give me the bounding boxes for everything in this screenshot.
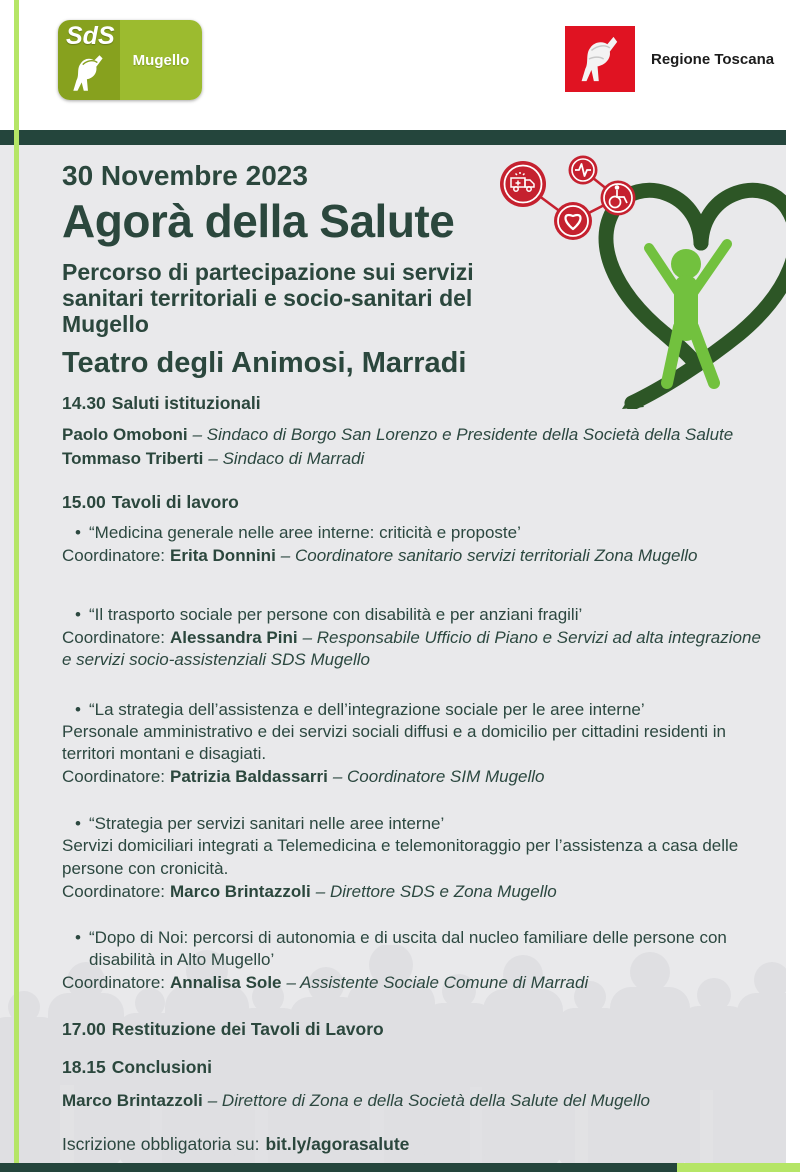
worktable-item <box>62 927 762 994</box>
session-title: Saluti istituzionali <box>111 393 261 414</box>
speaker-line <box>62 447 746 471</box>
worktable-title: “La strategia dell’assistenza e dell’integrazione sociale per le aree interne’ <box>89 699 645 719</box>
worktable-description: Servizi domiciliari integrati a Telemedicina e telemonitoraggio per l’assistenza a casa delle persone con cronicità. <box>62 836 739 878</box>
poster-text-flow <box>0 160 786 1155</box>
sds-pegasus-icon <box>66 50 112 96</box>
coordinator-name: Erita Donnini <box>170 545 276 565</box>
coordinator-role: – Responsabile Ufficio di Piano e Servizi ad alta integrazione e servizi socio-assistenziali SDS Mugello <box>62 627 761 669</box>
sds-logo-region-label: Mugello <box>120 20 202 100</box>
sds-logo-left-panel <box>58 20 120 100</box>
coordinator-name: Patrizia Baldassarri <box>170 767 328 787</box>
worktable-coordinator <box>62 545 762 567</box>
closing-speaker <box>62 1091 746 1111</box>
speaker-line <box>62 423 746 447</box>
session-opening <box>62 393 746 414</box>
coordinator-label: Coordinatore: <box>62 627 166 647</box>
event-subtitle: Percorso di partecipazione sui servizi sanitari territoriali e socio-sanitari del Mugello <box>62 259 474 337</box>
regione-toscana-logo <box>565 26 774 92</box>
event-venue: Teatro degli Animosi, Marradi <box>62 347 467 380</box>
bullet-icon: • <box>75 927 81 947</box>
coordinator-role: – Assistente Sociale Comune di Marradi <box>286 972 589 992</box>
registration-label: Iscrizione obbligatoria su: <box>62 1134 260 1154</box>
coordinator-label: Coordinatore: <box>62 972 166 992</box>
session-title: Tavoli di lavoro <box>111 491 239 512</box>
session-time: 14.30 <box>62 393 106 414</box>
coordinator-label: Coordinatore: <box>62 767 166 787</box>
worktable-item <box>62 522 762 567</box>
coordinator-label: Coordinatore: <box>62 545 166 565</box>
sds-mugello-logo <box>58 20 202 100</box>
speaker-role: – Sindaco di Borgo San Lorenzo e Presidente della Società della Salute <box>192 425 734 445</box>
coordinator-role: – Direttore SDS e Zona Mugello <box>315 881 557 901</box>
registration-note <box>62 1134 746 1155</box>
bullet-icon: • <box>75 814 81 834</box>
opening-speakers <box>62 423 746 471</box>
worktable-title: “Medicina generale nelle aree interne: criticità e proposte’ <box>89 522 521 542</box>
worktable-title: “Strategia per servizi sanitari nelle aree interne’ <box>89 814 445 834</box>
bullet-icon: • <box>75 522 81 542</box>
worktable-coordinator <box>62 627 762 671</box>
bottom-bar-dark-segment <box>0 1163 677 1172</box>
logo-header <box>0 0 800 130</box>
session-time: 18.15 <box>62 1057 106 1077</box>
sds-logo-text: SdS <box>66 22 115 50</box>
event-title: Agorà della Salute <box>62 195 455 247</box>
worktable-coordinator <box>62 881 762 903</box>
coordinator-name: Alessandra Pini <box>170 627 298 647</box>
speaker-name: Paolo Omoboni <box>62 425 188 445</box>
session-title: Conclusioni <box>111 1057 212 1077</box>
top-divider-bar <box>0 130 786 145</box>
bullet-icon: • <box>75 604 81 624</box>
speaker-role: – Direttore di Zona e della Società della Salute del Mugello <box>207 1091 651 1110</box>
worktable-title: “Dopo di Noi: percorsi di autonomia e di uscita dal nucleo familiare delle persone con disabilità in Alto Mugello’ <box>89 927 727 969</box>
worktable-coordinator <box>62 766 762 788</box>
coordinator-role: – Coordinatore sanitario servizi territoriali Zona Mugello <box>280 545 698 565</box>
worktable-item <box>62 699 762 788</box>
session-restitution <box>62 1019 746 1040</box>
speaker-name: Tommaso Triberti <box>62 449 204 469</box>
poster-body <box>0 145 786 1163</box>
toscana-pegasus-icon <box>565 26 635 92</box>
session-title: Restituzione dei Tavoli di Lavoro <box>111 1019 384 1039</box>
bottom-bar-lime-segment <box>677 1163 800 1172</box>
session-worktables <box>62 492 746 513</box>
coordinator-role: – Coordinatore SIM Mugello <box>332 767 545 787</box>
toscana-label: Regione Toscana <box>651 50 775 68</box>
registration-link: bit.ly/agorasalute <box>265 1134 410 1154</box>
worktables-list <box>62 522 762 995</box>
session-conclusions <box>62 1057 746 1078</box>
left-accent-stripe <box>14 0 19 1163</box>
worktable-coordinator <box>62 972 762 994</box>
bullet-icon: • <box>75 699 81 719</box>
speaker-name: Marco Brintazzoli <box>62 1091 203 1110</box>
coordinator-label: Coordinatore: <box>62 881 166 901</box>
speaker-role: – Sindaco di Marradi <box>208 449 365 469</box>
coordinator-name: Annalisa Sole <box>170 972 282 992</box>
worktable-item <box>62 604 762 671</box>
session-time: 15.00 <box>62 491 106 512</box>
coordinator-name: Marco Brintazzoli <box>170 881 311 901</box>
worktable-title: “Il trasporto sociale per persone con disabilità e per anziani fragili’ <box>89 604 583 624</box>
event-date: 30 Novembre 2023 <box>62 160 308 191</box>
bottom-divider-bar <box>0 1163 800 1172</box>
session-time: 17.00 <box>62 1019 106 1039</box>
worktable-item <box>62 813 762 902</box>
worktable-description: Personale amministrativo e dei servizi sociali diffusi e a domicilio per cittadini residenti in territori montani e disagiati. <box>62 722 726 764</box>
